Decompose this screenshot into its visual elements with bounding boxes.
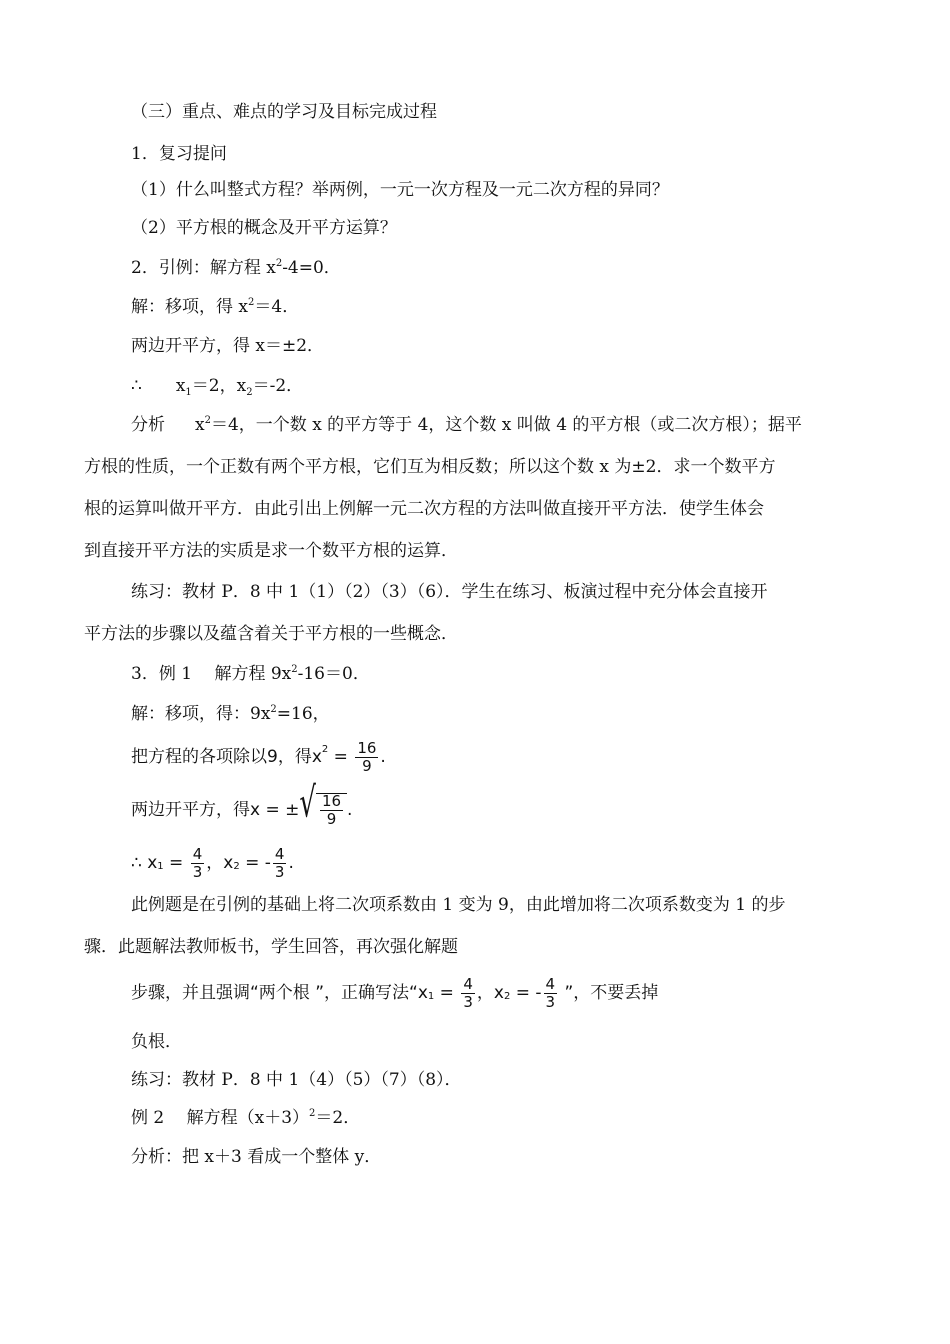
section-heading: （三）重点、难点的学习及目标完成过程: [131, 102, 437, 122]
emph-sub2: 2: [503, 991, 511, 1002]
radicand: [316, 793, 347, 827]
emph-eq2: = -: [510, 983, 542, 1003]
question-2: （2）平方根的概念及开平方运算？: [131, 218, 397, 238]
root-den: 9: [326, 810, 337, 828]
result-period: .: [288, 853, 294, 873]
analysis-line-4: 到直接开平方法的实质是求一个数平方根的运算．: [84, 541, 458, 561]
frac-3b-den: 3: [274, 862, 285, 881]
item-2: [131, 256, 341, 283]
emphasis-line: [131, 968, 658, 1018]
frac-4d-num: 4: [545, 974, 556, 993]
fraction-16-9: [355, 738, 378, 775]
analysis-line-2: 方根的性质，一个正数有两个平方根，它们互为相反数；所以这个数 x 为±2．求一个数平方: [84, 457, 776, 477]
example1-sup: 2: [291, 664, 298, 675]
note-line-2: 骤．此题解法教师板书，学生回答，再次强化解题: [84, 937, 458, 957]
result-sub1: 1: [157, 861, 164, 872]
x2-sub: 2: [246, 387, 253, 398]
sol-prefix: 解：移项，得 x: [131, 297, 248, 317]
divide-eq: =: [328, 747, 354, 767]
result-therefore: ∴ x: [131, 853, 158, 873]
fraction-4-3-d: [544, 974, 558, 1011]
therefore-line: [131, 374, 303, 401]
therefore-symbol: ∴: [131, 376, 142, 396]
analysis-2: 分析：把 x＋3 看成一个整体 y．: [131, 1147, 382, 1167]
frac-3c-den: 3: [463, 992, 473, 1011]
practice-2: 练习：教材 P．8 中 1（4）（5）（7）（8）．: [131, 1070, 462, 1090]
x2-val: ＝-2．: [252, 376, 304, 396]
item2-suffix: -4=0．: [282, 258, 341, 278]
result-mid: ，x: [206, 853, 234, 873]
x1-val: ＝2，x: [191, 376, 247, 396]
frac-4b-num: 4: [274, 844, 285, 863]
analysis-x: x: [195, 415, 205, 435]
sqrt-symbol: [299, 779, 347, 828]
emph-suffix: ”，不要丢掉: [559, 983, 659, 1003]
divide-line: [131, 732, 386, 782]
sqrt-line: 两边开平方，得 x＝±2．: [131, 336, 325, 356]
fraction-16-9-root: [320, 794, 343, 827]
frac-3d-den: 3: [545, 992, 556, 1011]
question-1: （1）什么叫整式方程？举两例，一元一次方程及一元二次方程的异同？: [131, 180, 669, 200]
example1-suffix: -16＝0．: [297, 664, 370, 684]
frac-4c-num: 4: [463, 974, 473, 993]
root-num: 16: [321, 792, 342, 810]
emph-eq1: =: [434, 983, 460, 1003]
result-sub2: 2: [233, 861, 240, 872]
frac-num: 16: [357, 738, 377, 757]
sqrt-line-2: [131, 779, 353, 835]
practice-1-line-2: 平方法的步骤以及蕴含着关于平方根的一些概念．: [84, 624, 458, 644]
example-2: [131, 1106, 360, 1133]
fraction-4-3-b: [273, 844, 287, 881]
result-eq1: =: [163, 853, 189, 873]
analysis-line-3: 根的运算叫做开平方．由此引出上例解一元二次方程的方法叫做直接开平方法．使学生体会: [84, 499, 764, 519]
divide-prefix: 把方程的各项除以9，得x: [131, 747, 322, 767]
sqrt2-prefix: 两边开平方，得x = ±: [131, 800, 300, 820]
fraction-4-3-a: [191, 844, 205, 881]
emph-sub1: 1: [427, 991, 435, 1002]
result-eq2: = -: [239, 853, 271, 873]
emph-prefix: 步骤，并且强调“两个根 ”，正确写法“x: [131, 983, 428, 1003]
example2-suffix: ＝2．: [315, 1108, 361, 1128]
divide-period: .: [380, 747, 386, 767]
result-line: [131, 838, 294, 888]
example2-sup: 2: [309, 1108, 316, 1119]
sol-sup: 2: [248, 297, 255, 308]
analysis-sup: 2: [204, 415, 211, 426]
ex1-sol-prefix: 解：移项，得：9x: [131, 704, 271, 724]
item2-sup: 2: [275, 258, 283, 269]
x1-var: x: [175, 376, 186, 396]
practice-1-line-1: 练习：教材 P．8 中 1（1）（2）（3）（6）．学生在练习、板演过程中充分体会直接开: [131, 582, 768, 602]
note-line-1: 此例题是在引例的基础上将二次项系数由 1 变为 9，由此增加将二次项系数变为 1 的步: [131, 895, 786, 915]
emph-mid: ，x: [476, 983, 504, 1003]
radical-icon: √: [299, 779, 316, 828]
item-1: 1．复习提问: [131, 144, 227, 164]
analysis-text-1: ＝4，一个数 x 的平方等于 4，这个数 x 叫做 4 的平方根（或二次方根）；据平: [210, 415, 802, 435]
solution-line: [131, 295, 299, 322]
frac-den: 9: [362, 756, 372, 775]
analysis-line-1: [131, 413, 802, 440]
example1-solution: [131, 702, 330, 729]
sqrt2-period: .: [347, 800, 353, 820]
fraction-4-3-c: [461, 974, 475, 1011]
example-1: [131, 662, 370, 689]
sol-suffix: ＝4．: [254, 297, 300, 317]
negative-root-line: 负根．: [131, 1032, 182, 1052]
divide-sup: 2: [321, 744, 329, 755]
x1-sub: 1: [185, 387, 192, 398]
analysis-label: 分析: [131, 415, 165, 435]
ex1-sol-suffix: =16，: [276, 704, 330, 724]
example1-prefix: 3．例 1 解方程 9x: [131, 664, 292, 684]
frac-3a-den: 3: [192, 862, 203, 881]
item2-prefix: 2．引例：解方程 x: [131, 258, 276, 278]
frac-4a-num: 4: [192, 844, 203, 863]
example2-prefix: 例 2 解方程（x＋3）: [131, 1108, 310, 1128]
ex1-sol-sup: 2: [270, 704, 277, 715]
